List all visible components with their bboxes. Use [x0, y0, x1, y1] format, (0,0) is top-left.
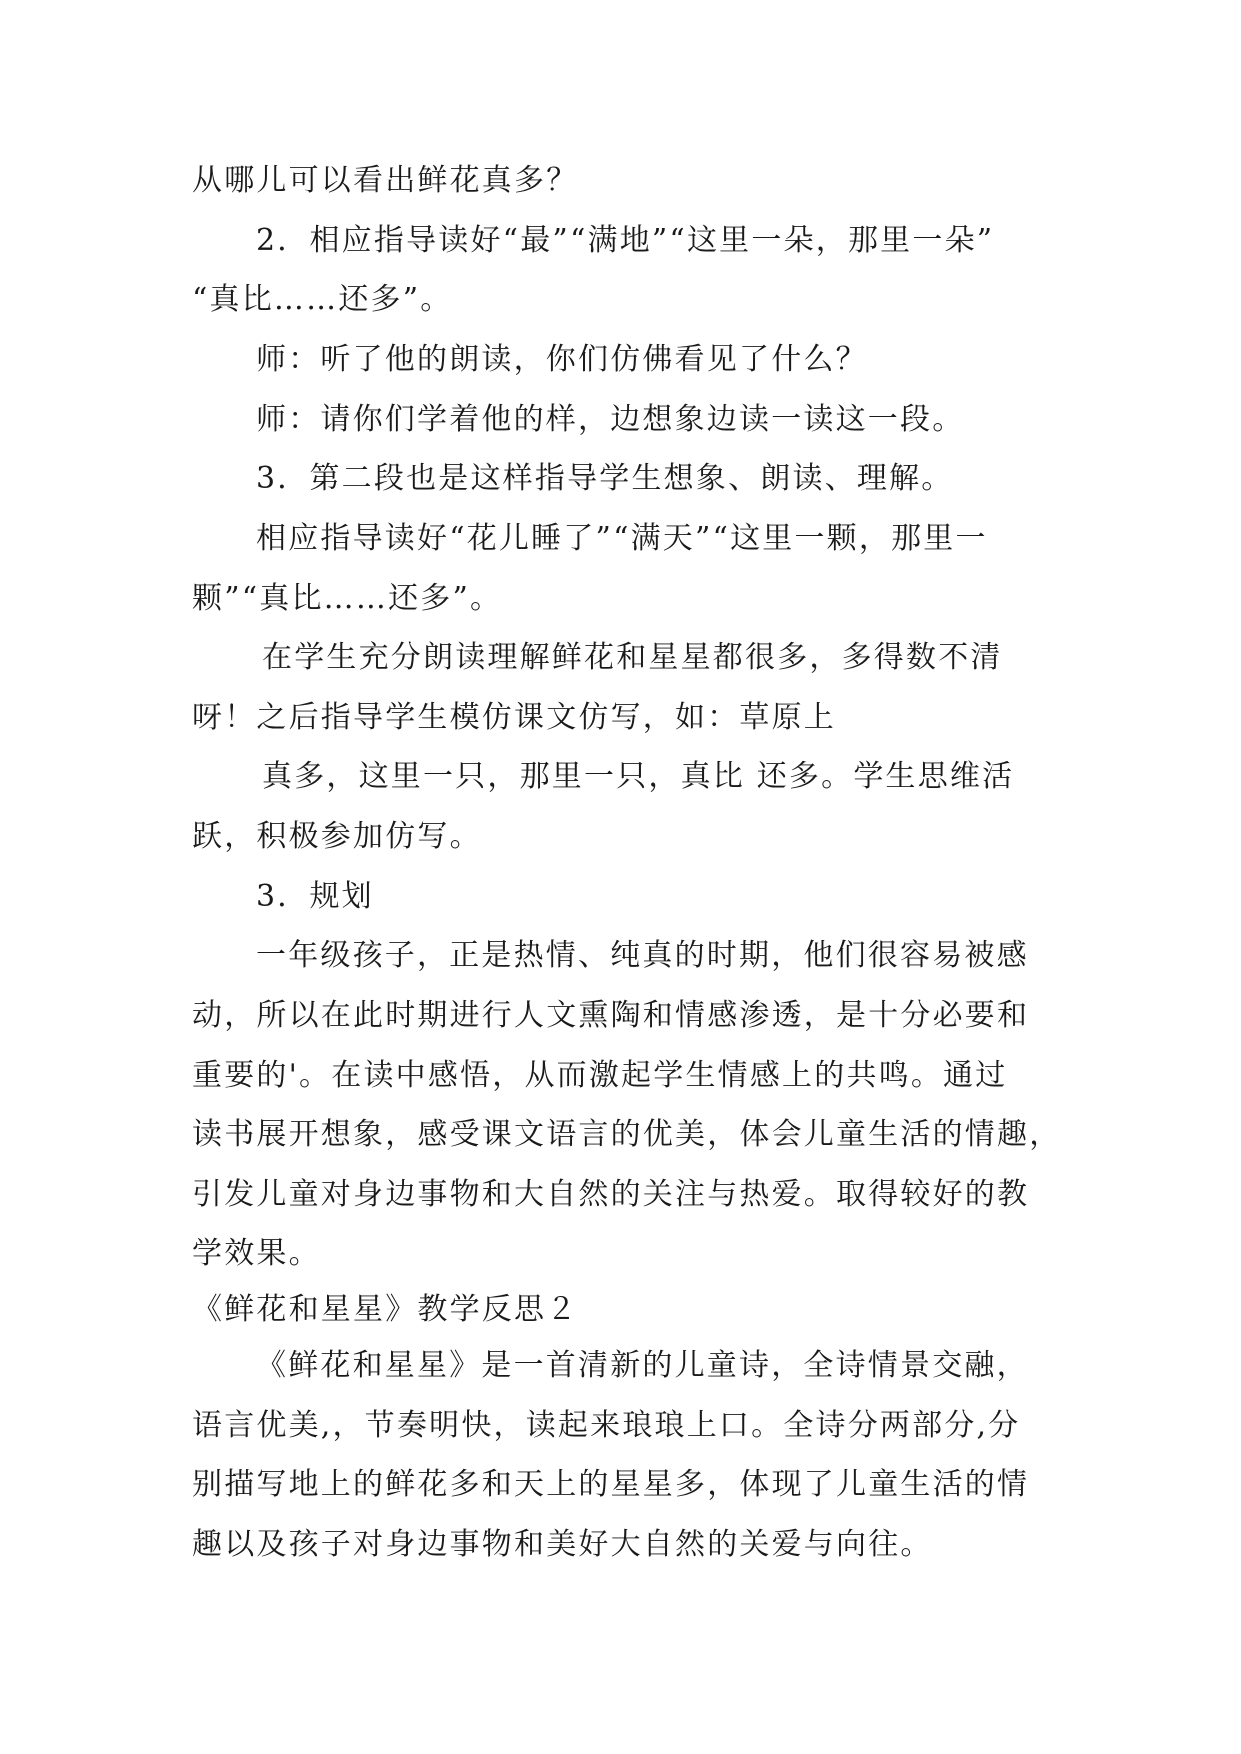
text-line: 真多，这里一只，那里一只，真比 还多。学生思维活 [262, 759, 1015, 794]
text-line: 别描写地上的鲜花多和天上的星星多，体现了儿童生活的情 [192, 1467, 1030, 1502]
section-title: 《鲜花和星星》教学反思２ [192, 1292, 579, 1327]
text-line: 一年级孩子，正是热情、纯真的时期，他们很容易被感 [256, 938, 1029, 973]
text-line: 动，所以在此时期进行人文熏陶和情感渗透，是十分必要和 [192, 998, 1030, 1033]
text-line: 在学生充分朗读理解鲜花和星星都很多，多得数不清 [262, 640, 1003, 675]
text-line: 3．第二段也是这样指导学生想象、朗读、理解。 [256, 461, 954, 496]
text-line: 重要的'。在读中感悟，从而激起学生情感上的共鸣。通过 [192, 1058, 1008, 1093]
text-line: 2．相应指导读好“最”“满地”“这里一朵，那里一朵” [256, 223, 995, 258]
text-line: 跃，积极参加仿写。 [192, 819, 482, 854]
text-line: 师：听了他的朗读，你们仿佛看见了什么？ [256, 342, 868, 377]
text-line: 师：请你们学着他的样，边想象边读一读这一段。 [256, 402, 965, 437]
text-line: 相应指导读好“花儿睡了”“满天”“这里一颗，那里一 [256, 521, 988, 556]
text-line: 学效果。 [192, 1236, 321, 1271]
text-line: “真比……还多”。 [192, 282, 453, 317]
text-line: 读书展开想象，感受课文语言的优美，体会儿童生活的情趣， [192, 1117, 1062, 1152]
text-line: 从哪儿可以看出鲜花真多？ [192, 163, 579, 198]
text-line: 颗”“真比……还多”。 [192, 581, 503, 616]
section-heading: 3．规划 [256, 879, 374, 914]
text-line: 语言优美,，节奏明快，读起来琅琅上口。全诗分两部分,分 [192, 1408, 1021, 1443]
text-line: 趣以及孩子对身边事物和美好大自然的关爱与向往。 [192, 1527, 933, 1562]
text-line: 《鲜花和星星》是一首清新的儿童诗，全诗情景交融， [256, 1348, 1029, 1383]
text-line: 引发儿童对身边事物和大自然的关注与热爱。取得较好的教 [192, 1177, 1030, 1212]
text-line: 呀！之后指导学生模仿课文仿写，如：草原上 [192, 700, 836, 735]
